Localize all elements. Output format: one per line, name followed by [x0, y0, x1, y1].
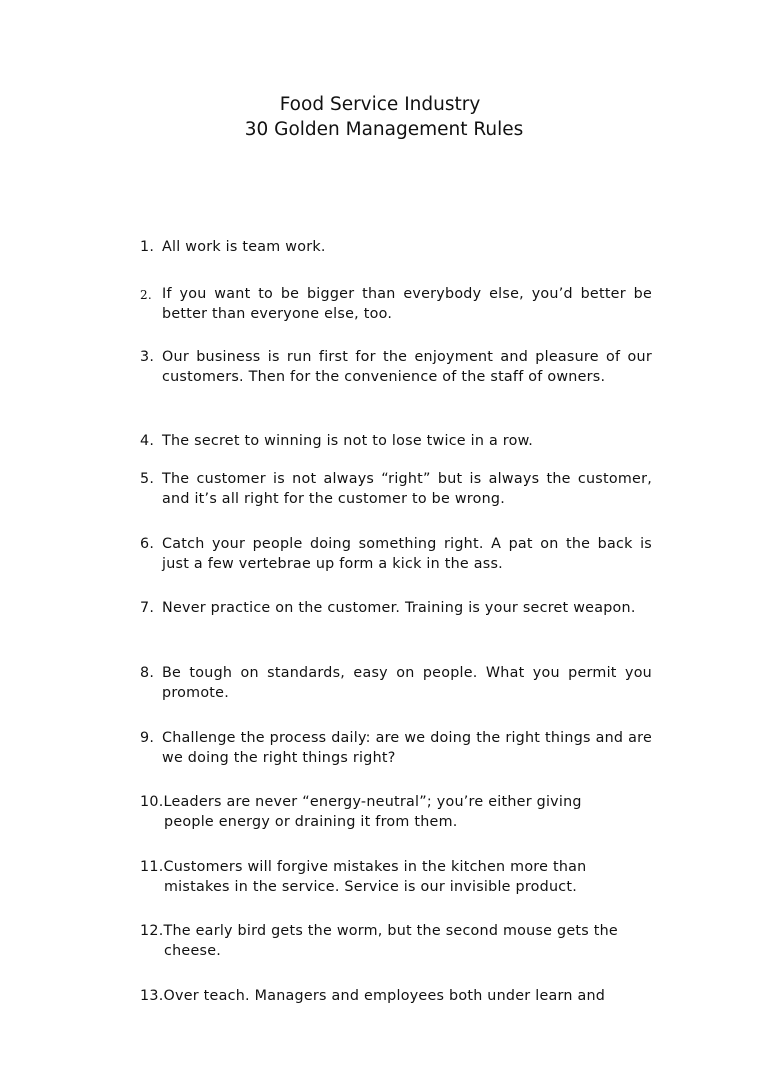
rule-text: If you want to be bigger than everybody else, you’d better be better than everyone else, too.	[162, 286, 652, 322]
rule-item	[140, 987, 652, 1007]
rule-number: 1.	[140, 239, 155, 255]
rule-item	[140, 535, 652, 574]
rule-text-line1: Leaders are never “energy-neutral”; you’re either giving	[163, 794, 582, 810]
rule-text: The secret to winning is not to lose twice in a row.	[162, 433, 534, 449]
rule-number: 7.	[140, 600, 155, 616]
rule-number: 2.	[140, 288, 152, 302]
rule-number: 4.	[140, 433, 155, 449]
rule-item	[140, 432, 652, 452]
rule-number: 3.	[140, 349, 155, 365]
rule-item	[140, 238, 652, 258]
rule-number: 13.	[140, 988, 164, 1004]
rule-number: 6.	[140, 536, 155, 552]
rule-text: Never practice on the customer. Training is your secret weapon.	[162, 600, 636, 616]
document-subtitle: 30 Golden Management Rules	[244, 119, 524, 140]
rule-item	[140, 599, 652, 619]
rule-number: 10.	[140, 794, 164, 810]
rule-text: Challenge the process daily: are we doing the right things and are we doing the right things right?	[162, 730, 652, 766]
rule-item	[140, 793, 652, 832]
rule-text: Be tough on standards, easy on people. What you permit you promote.	[162, 665, 652, 701]
rule-text: All work is team work.	[162, 239, 326, 255]
rule-text-line1: The early bird gets the worm, but the second mouse gets the	[163, 923, 618, 939]
rule-number: 9.	[140, 730, 155, 746]
rule-item	[140, 470, 652, 509]
rule-text: Our business is run first for the enjoyment and pleasure of our customers. Then for the convenience of the staff of owners.	[162, 349, 652, 385]
rule-item	[140, 729, 652, 768]
rule-text: Catch your people doing something right. A pat on the back is just a few vertebrae up form a kick in the ass.	[162, 536, 652, 572]
rule-text-line1: Customers will forgive mistakes in the kitchen more than	[163, 859, 587, 875]
rule-item	[140, 285, 652, 324]
rule-number: 11.	[140, 859, 164, 875]
document-title: Food Service Industry	[279, 94, 481, 115]
rule-item	[140, 348, 652, 387]
rule-text-line1: Over teach. Managers and employees both under learn and	[163, 988, 606, 1004]
rule-text-line2: people energy or draining it from them.	[164, 813, 458, 830]
rule-text-line2: cheese.	[164, 942, 222, 959]
rule-number: 5.	[140, 471, 155, 487]
rule-text: The customer is not always “right” but is always the customer, and it’s all right for the customer to be wrong.	[162, 471, 652, 507]
rule-number: 8.	[140, 665, 155, 681]
rule-text-line2: mistakes in the service. Service is our invisible product.	[164, 878, 578, 895]
rule-item	[140, 664, 652, 703]
rule-number: 12.	[140, 923, 164, 939]
rule-item	[140, 922, 652, 961]
rule-item	[140, 858, 652, 897]
